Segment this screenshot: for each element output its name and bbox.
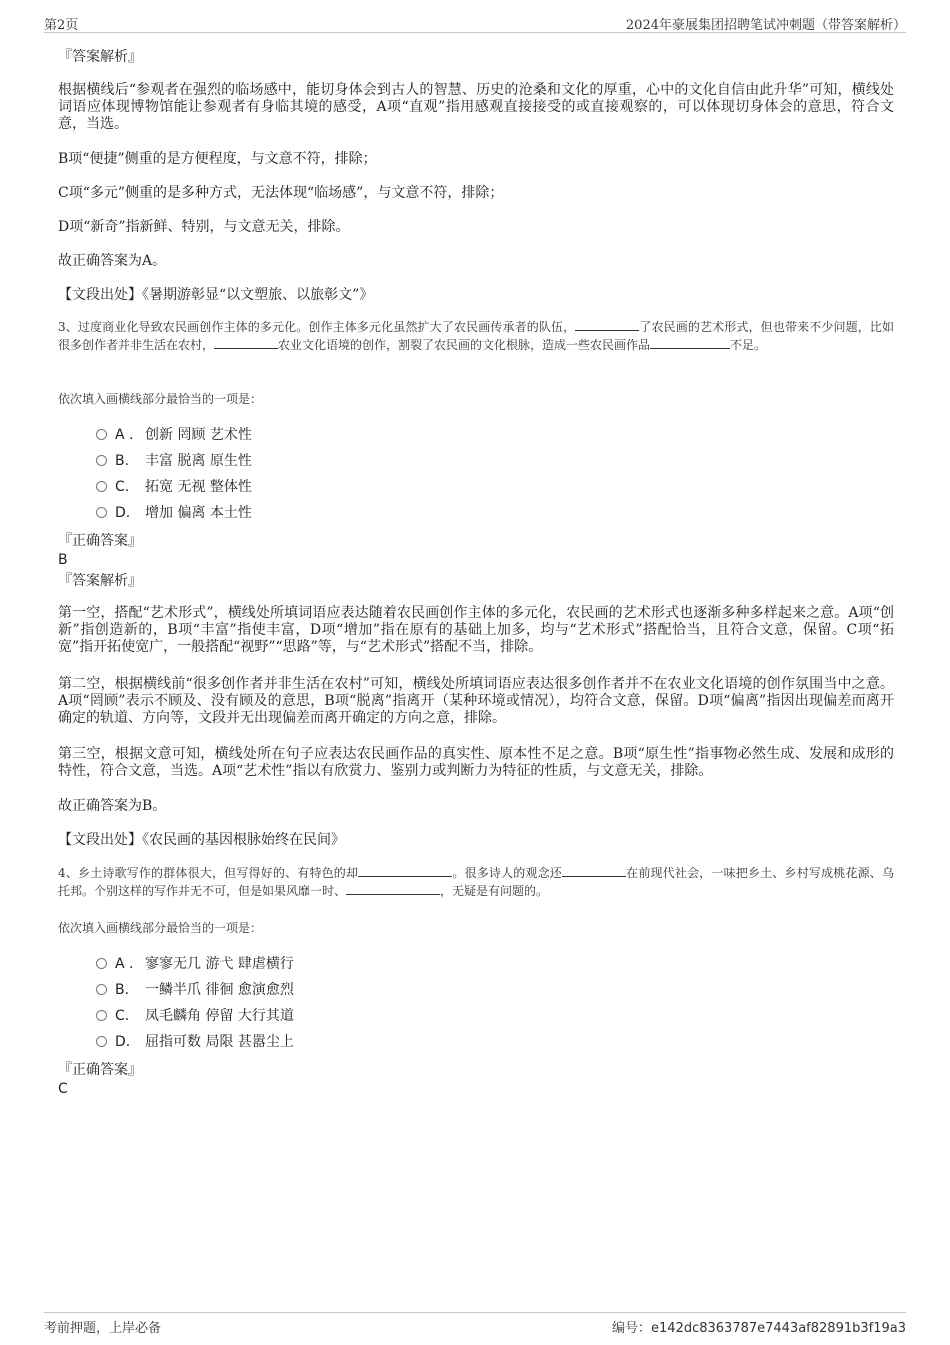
q3-blank-1 [575,318,639,331]
q2-analysis-p4: D项“新奇”指新鲜、特别，与文意无关，排除。 [58,219,350,235]
radio-icon[interactable] [96,1010,107,1021]
q4-option-d[interactable] [96,1033,294,1051]
footer-slogan: 考前押题，上岸必备 [44,1321,162,1336]
option-text: 创新 罔顾 艺术性 [145,427,252,443]
page-footer [44,1312,906,1339]
q3-analysis-p3: 第三空，根据文意可知，横线处所在句子应表达农民画作品的真实性、原本性不足之意。B项“原生性”指事物必然生成、发展和成形的特性，符合文意，当选。A项“艺术性”指以有欣赏力、鉴别力或判断力为特征的性质，与文意无关，排除。 [58,746,894,779]
q3-option-a[interactable] [96,426,252,444]
option-text: 增加 偏离 本土性 [145,505,252,521]
q2-analysis-p1: 根据横线后“参观者在强烈的临场感中，能切身体会到古人的智慧、历史的沧桑和文化的厚重，心中的文化自信由此升华”可知，横线处词语应体现博物馆能让参观者有身临其境的感受，A项“直观”指用感观直接接受的或直接观察的，可以体现切身体会的意思，符合文意，当选。 [58,82,894,132]
page-number: 第2页 [44,18,79,33]
q4-option-b[interactable] [96,981,294,999]
q2-conclusion: 故正确答案为A。 [58,253,167,269]
radio-icon[interactable] [96,1036,107,1047]
code-value: e142dc8363787e7443af82891b3f19a3 [651,1321,906,1336]
q3-stem [58,318,894,354]
radio-icon[interactable] [96,429,107,440]
option-letter: D. [115,505,131,521]
q3-stem-part-4: 不足。 [730,338,767,352]
q2-analysis-p2: B项“便捷”侧重的是方便程度，与文意不符，排除； [58,151,377,167]
option-letter: D. [115,1034,131,1050]
q4-correct-answer: C [58,1081,68,1097]
q3-correct-answer: B [58,552,68,568]
q3-stem-part-3: 农业文化语境的创作，割裂了农民画的文化根脉，造成一些农民画作品 [278,338,651,352]
option-letter: A . [115,427,134,443]
q3-stem-part-1: 3、过度商业化导致农民画创作主体的多元化。创作主体多元化虽然扩大了农民画传承者的队伍， [58,320,576,334]
option-text: 屈指可数 局限 甚嚣尘上 [145,1034,294,1050]
q3-source: 【文段出处】《农民画的基因根脉始终在民间》 [58,832,345,848]
q4-stem-part-4: ，无疑是有问题的。 [440,884,549,898]
option-letter: B. [115,982,130,998]
q3-blank-2 [214,336,278,349]
q4-stem [58,864,894,900]
q2-analysis-label: 『答案解析』 [58,49,142,65]
q3-option-b[interactable] [96,452,252,470]
q3-prompt: 依次填入画横线部分最恰当的一项是： [58,392,263,406]
radio-icon[interactable] [96,507,107,518]
q4-prompt: 依次填入画横线部分最恰当的一项是： [58,921,263,935]
option-text: 寥寥无几 游弋 肆虐横行 [145,956,294,972]
q3-option-d[interactable] [96,504,252,522]
radio-icon[interactable] [96,481,107,492]
radio-icon[interactable] [96,958,107,969]
page-header [44,10,906,33]
q4-option-a[interactable] [96,955,294,973]
document-title: 2024年豪展集团招聘笔试冲刺题（带答案解析） [625,18,906,33]
q2-analysis-p3: C项“多元”侧重的是多种方式，无法体现“临场感”，与文意不符，排除； [58,185,504,201]
option-text: 拓宽 无视 整体性 [145,479,252,495]
q3-conclusion: 故正确答案为B。 [58,798,167,814]
option-letter: C. [115,1008,130,1024]
q3-analysis-p1: 第一空，搭配“艺术形式”，横线处所填词语应表达随着农民画创作主体的多元化，农民画的艺术形式也逐渐多种多样起来之意。A项“创新”指创造新的，B项“丰富”指使丰富，D项“增加”指在原有的基础上加多，均与“艺术形式”搭配恰当，且符合文意，保留。C项“拓宽”指开拓使宽广，一般搭配“视野”“思路”等，与“艺术形式”搭配不当，排除。 [58,605,894,655]
option-text: 丰富 脱离 原生性 [145,453,252,469]
q3-blank-3 [650,336,730,349]
option-letter: B. [115,453,130,469]
q3-analysis-p2: 第二空，根据横线前“很多创作者并非生活在农村”可知，横线处所填词语应表达很多创作者并不在农业文化语境的创作氛围当中之意。A项“罔顾”表示不顾及、没有顾及的意思，B项“脱离”指离开（某种环境或情况），均符合文意，保留。D项“偏离”指因出现偏差而离开确定的轨道、方向等，文段并无出现偏差而离开确定的方向之意，排除。 [58,676,894,726]
option-letter: A . [115,956,134,972]
q4-stem-part-3: 在前现代社会，一味把乡土、乡村写成桃花源、乌托邦。个别这样的写作并无不可，但是如果风靡一时、 [58,866,894,898]
q4-blank-1 [358,864,452,877]
document-code [612,1317,906,1336]
q4-correct-label: 『正确答案』 [58,1062,142,1078]
q4-blank-3 [346,882,440,895]
q4-stem-part-1: 4、乡土诗歌写作的群体很大，但写得好的、有特色的却 [58,866,359,880]
q2-source: 【文段出处】《暑期游彰显“以文塑旅、以旅彰文”》 [58,287,374,303]
q4-blank-2 [562,864,626,877]
q3-correct-label: 『正确答案』 [58,533,142,549]
option-text: 一鳞半爪 徘徊 愈演愈烈 [145,982,294,998]
radio-icon[interactable] [96,455,107,466]
option-letter: C. [115,479,130,495]
q4-option-c[interactable] [96,1007,294,1025]
option-text: 凤毛麟角 停留 大行其道 [145,1008,294,1024]
q4-stem-part-2: 。很多诗人的观念还 [452,866,562,880]
code-label: 编号： [612,1321,652,1336]
q3-option-c[interactable] [96,478,252,496]
q3-analysis-label: 『答案解析』 [58,573,142,589]
q3-stem-part-2: 了农民画的艺术形式，但也带来不少问题，比如很多创作者并非生活在农村， [58,320,894,352]
radio-icon[interactable] [96,984,107,995]
